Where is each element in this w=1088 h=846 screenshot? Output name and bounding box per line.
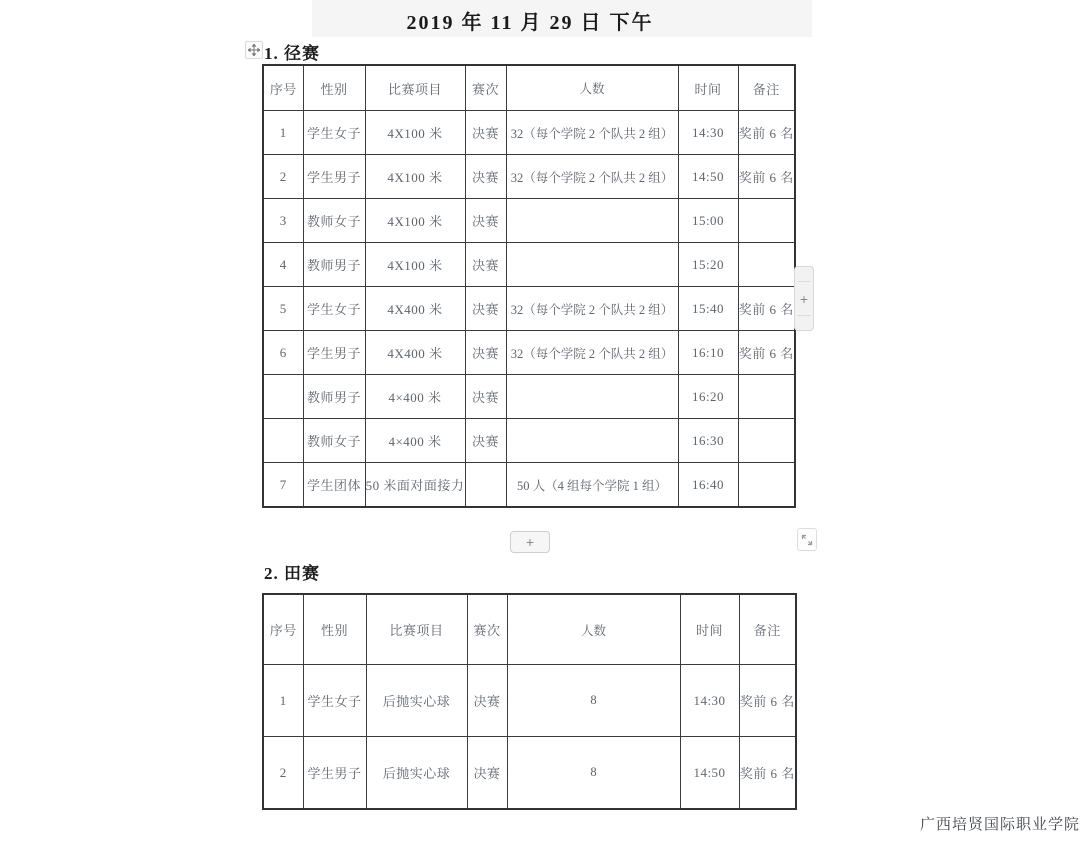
column-header: 备注 xyxy=(738,65,795,111)
table-cell: 4X100 米 xyxy=(365,155,465,199)
table-cell: 学生男子 xyxy=(303,737,366,810)
four-arrows-icon xyxy=(248,44,260,56)
table-cell xyxy=(738,199,795,243)
table-row xyxy=(263,155,795,199)
table-cell: 决赛 xyxy=(467,737,507,810)
table-cell xyxy=(506,375,678,419)
table-cell xyxy=(738,419,795,463)
table-cell: 16:10 xyxy=(678,331,738,375)
document-title: 2019 年 11 月 29 日 下午 xyxy=(406,12,654,34)
section-field-heading: 2. 田赛 xyxy=(264,564,320,583)
table-cell: 15:40 xyxy=(678,287,738,331)
table-move-handle-icon[interactable] xyxy=(245,41,263,59)
table-cell: 14:50 xyxy=(680,737,739,810)
table-cell: 50 米面对面接力 xyxy=(365,463,465,508)
table-row xyxy=(263,375,795,419)
table-cell: 4X400 米 xyxy=(365,287,465,331)
table-row xyxy=(263,665,796,737)
table-cell: 奖前 6 名 xyxy=(738,331,795,375)
table-cell: 3 xyxy=(263,199,303,243)
table-cell: 后抛实心球 xyxy=(366,665,467,737)
table-cell xyxy=(506,419,678,463)
watermark-text: 广西培贤国际职业学院 xyxy=(919,816,1080,833)
table-cell: 32（每个学院 2 个队共 2 组） xyxy=(506,331,678,375)
field-events-table xyxy=(262,593,797,810)
table-cell: 学生女子 xyxy=(303,665,366,737)
column-header: 时间 xyxy=(678,65,738,111)
table-cell: 2 xyxy=(263,155,303,199)
table-cell: 6 xyxy=(263,331,303,375)
table-cell: 4X100 米 xyxy=(365,243,465,287)
column-header: 时间 xyxy=(680,594,739,665)
table-cell: 14:30 xyxy=(678,111,738,155)
table-cell xyxy=(263,419,303,463)
table-cell: 7 xyxy=(263,463,303,508)
table-cell: 决赛 xyxy=(465,199,506,243)
table-cell: 学生女子 xyxy=(303,287,365,331)
table-cell: 决赛 xyxy=(465,375,506,419)
table-cell: 15:00 xyxy=(678,199,738,243)
table-cell: 4X100 米 xyxy=(365,111,465,155)
table-cell: 决赛 xyxy=(465,331,506,375)
column-header: 人数 xyxy=(506,65,678,111)
table-row xyxy=(263,111,795,155)
table-cell: 32（每个学院 2 个队共 2 组） xyxy=(506,287,678,331)
table-cell: 1 xyxy=(263,111,303,155)
table-cell xyxy=(738,375,795,419)
table-cell: 奖前 6 名 xyxy=(739,737,796,810)
table-cell: 50 人（4 组每个学院 1 组） xyxy=(506,463,678,508)
section-track-heading: 1. 径赛 xyxy=(264,44,320,63)
table-cell: 1 xyxy=(263,665,303,737)
table-cell: 8 xyxy=(507,737,680,810)
column-header: 赛次 xyxy=(467,594,507,665)
table-cell: 学生女子 xyxy=(303,111,365,155)
table-cell: 决赛 xyxy=(465,287,506,331)
column-header: 比赛项目 xyxy=(365,65,465,111)
table-cell: 奖前 6 名 xyxy=(738,155,795,199)
column-header: 性别 xyxy=(303,65,365,111)
track-events-table xyxy=(262,64,796,508)
table-cell: 奖前 6 名 xyxy=(739,665,796,737)
table-cell: 学生团体 xyxy=(303,463,365,508)
table-cell xyxy=(506,199,678,243)
table-cell: 决赛 xyxy=(467,665,507,737)
table-cell: 16:30 xyxy=(678,419,738,463)
column-header: 人数 xyxy=(507,594,680,665)
table-cell: 4X400 米 xyxy=(365,331,465,375)
table-cell xyxy=(738,463,795,508)
table-cell: 8 xyxy=(507,665,680,737)
column-header: 比赛项目 xyxy=(366,594,467,665)
column-header: 序号 xyxy=(263,594,303,665)
table-cell: 教师女子 xyxy=(303,419,365,463)
table-row xyxy=(263,419,795,463)
table-row xyxy=(263,243,795,287)
table-cell: 14:50 xyxy=(678,155,738,199)
table-resize-handle-icon[interactable] xyxy=(797,528,817,551)
table-cell: 5 xyxy=(263,287,303,331)
column-header: 备注 xyxy=(739,594,796,665)
diagonal-resize-icon xyxy=(801,534,813,546)
table-cell: 4 xyxy=(263,243,303,287)
table-row xyxy=(263,463,795,508)
table-cell: 4X100 米 xyxy=(365,199,465,243)
table-cell: 奖前 6 名 xyxy=(738,111,795,155)
table-cell: 教师男子 xyxy=(303,243,365,287)
table-cell: 32（每个学院 2 个队共 2 组） xyxy=(506,111,678,155)
table-cell xyxy=(738,243,795,287)
table-cell: 4×400 米 xyxy=(365,375,465,419)
header-row xyxy=(263,594,796,665)
table-cell: 奖前 6 名 xyxy=(738,287,795,331)
table-cell xyxy=(263,375,303,419)
table-cell: 4×400 米 xyxy=(365,419,465,463)
table-cell: 教师女子 xyxy=(303,199,365,243)
table-cell: 后抛实心球 xyxy=(366,737,467,810)
table-cell xyxy=(465,463,506,508)
table-cell: 教师男子 xyxy=(303,375,365,419)
table-cell: 决赛 xyxy=(465,155,506,199)
table-cell: 决赛 xyxy=(465,419,506,463)
table-cell: 16:40 xyxy=(678,463,738,508)
table-row xyxy=(263,331,795,375)
table-row xyxy=(263,287,795,331)
header-row xyxy=(263,65,795,111)
table-cell: 2 xyxy=(263,737,303,810)
table-cell: 14:30 xyxy=(680,665,739,737)
table-cell: 决赛 xyxy=(465,111,506,155)
table-cell: 32（每个学院 2 个队共 2 组） xyxy=(506,155,678,199)
table-cell xyxy=(506,243,678,287)
add-row-button[interactable]: + xyxy=(510,531,550,553)
column-header: 性别 xyxy=(303,594,366,665)
table-cell: 决赛 xyxy=(465,243,506,287)
table-row xyxy=(263,737,796,810)
table-cell: 学生男子 xyxy=(303,331,365,375)
column-header: 赛次 xyxy=(465,65,506,111)
table-row xyxy=(263,199,795,243)
add-column-button[interactable]: + xyxy=(794,266,814,331)
table-cell: 15:20 xyxy=(678,243,738,287)
column-header: 序号 xyxy=(263,65,303,111)
table-cell: 学生男子 xyxy=(303,155,365,199)
table-cell: 16:20 xyxy=(678,375,738,419)
